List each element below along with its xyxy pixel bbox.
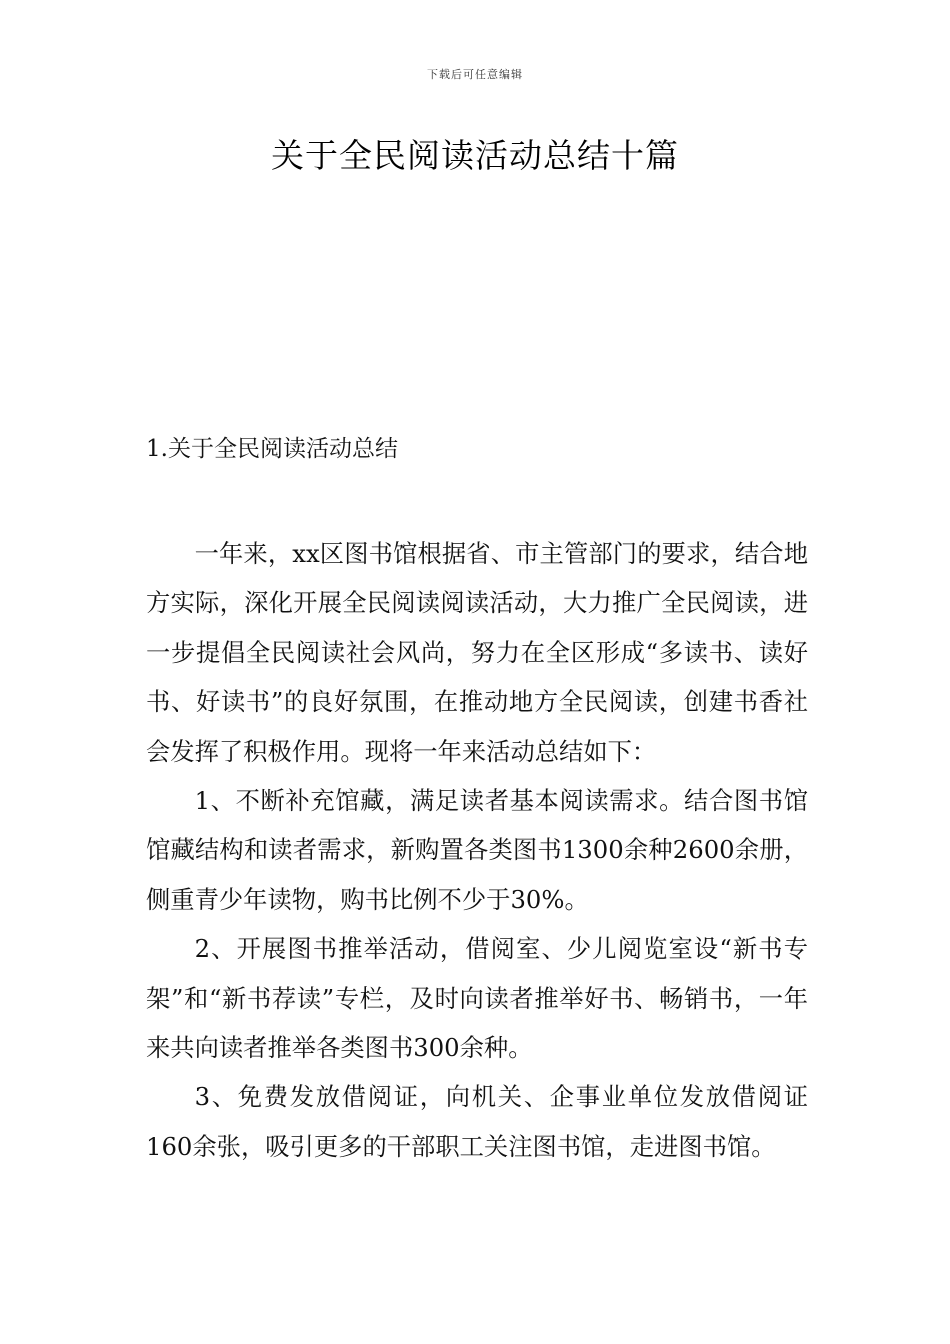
paragraph-item-2: 2、开展图书推举活动，借阅室、少儿阅览室设“新书专架”和“新书荐读”专栏，及时向读者推举好书、畅销书，一年来共向读者推举各类图书300余种。 [146, 934, 808, 1063]
section-heading: 1.关于全民阅读活动总结 [146, 436, 398, 462]
paragraph-item-1: 1、不断补充馆藏，满足读者基本阅读需求。结合图书馆馆藏结构和读者需求，新购置各类图书1300余种2600余册，侧重青少年读物，购书比例不少于30%。 [146, 786, 808, 914]
document-title: 关于全民阅读活动总结十篇 [271, 136, 679, 175]
header-note: 下载后可任意编辑 [427, 68, 523, 81]
paragraph-intro: 一年来，xx区图书馆根据省、市主管部门的要求，结合地方实际，深化开展全民阅读阅读活动，大力推广全民阅读，进一步提倡全民阅读社会风尚，努力在全区形成“多读书、读好书、好读书”的良好氛围，在推动地方全民阅读，创建书香社会发挥了积极作用。现将一年来活动总结如下： [146, 539, 808, 766]
paragraph-item-3: 3、免费发放借阅证，向机关、企事业单位发放借阅证160余张，吸引更多的干部职工关注图书馆，走进图书馆。 [146, 1082, 808, 1161]
body-text [146, 529, 808, 1171]
